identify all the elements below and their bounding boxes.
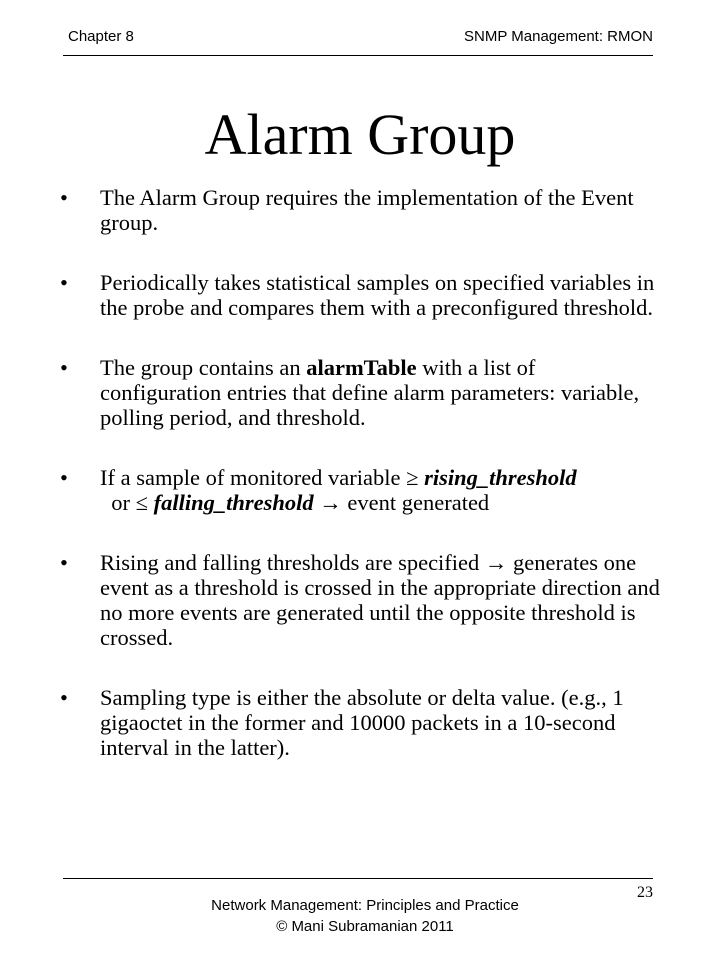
bullet-text-post: → event generated xyxy=(313,490,490,515)
bullet-text-mid: or ≤ xyxy=(100,490,154,515)
footer-copyright: © Mani Subramanian 2011 xyxy=(276,918,454,935)
bullet-dot: • xyxy=(60,550,68,575)
bullet-text: Rising and falling thresholds are specified → generates one event as a threshold is crossed in the appropriate direction and no more events are generated until the opposite threshold is crossed. xyxy=(100,550,660,650)
bullet-item xyxy=(60,355,660,430)
bullet-dot: • xyxy=(60,185,68,210)
page-number: 23 xyxy=(637,884,653,901)
slide-footer xyxy=(0,895,720,937)
chapter-label: Chapter 8 xyxy=(68,28,134,45)
falling-threshold-term: falling_threshold xyxy=(153,490,314,515)
header-divider xyxy=(63,55,653,56)
topic-label: SNMP Management: RMON xyxy=(464,28,653,45)
bullet-item xyxy=(60,465,660,515)
bullet-text: Periodically takes statistical samples on specified variables in the probe and compares them with a preconfigured threshold. xyxy=(100,270,655,320)
bullet-dot: • xyxy=(60,355,68,380)
bullet-dot: • xyxy=(60,465,68,490)
bullet-text: The Alarm Group requires the implementation of the Event group. xyxy=(100,185,634,235)
bullet-item xyxy=(60,185,660,235)
bullet-list xyxy=(60,185,660,795)
bullet-dot: • xyxy=(60,270,68,295)
slide-header xyxy=(63,28,653,50)
bullet-text-pre: If a sample of monitored variable ≥ xyxy=(100,465,425,490)
bullet-item xyxy=(60,270,660,320)
bullet-item xyxy=(60,685,660,760)
alarm-table-term: alarmTable xyxy=(306,355,417,380)
slide-title: Alarm Group xyxy=(204,102,516,167)
bullet-dot: • xyxy=(60,685,68,710)
bullet-text: Sampling type is either the absolute or delta value. (e.g., 1 gigaoctet in the former and 10000 packets in a 10-second interval in the latter). xyxy=(100,685,624,760)
bullet-text-pre: The group contains an xyxy=(100,355,307,380)
bullet-item xyxy=(60,550,660,650)
rising-threshold-term: rising_threshold xyxy=(424,465,577,490)
footer-divider xyxy=(63,878,653,879)
footer-book-title: Network Management: Principles and Practice xyxy=(211,897,519,914)
bullet-text-post: with a list of configuration entries that define alarm parameters: variable, polling period, and threshold. xyxy=(100,355,640,430)
